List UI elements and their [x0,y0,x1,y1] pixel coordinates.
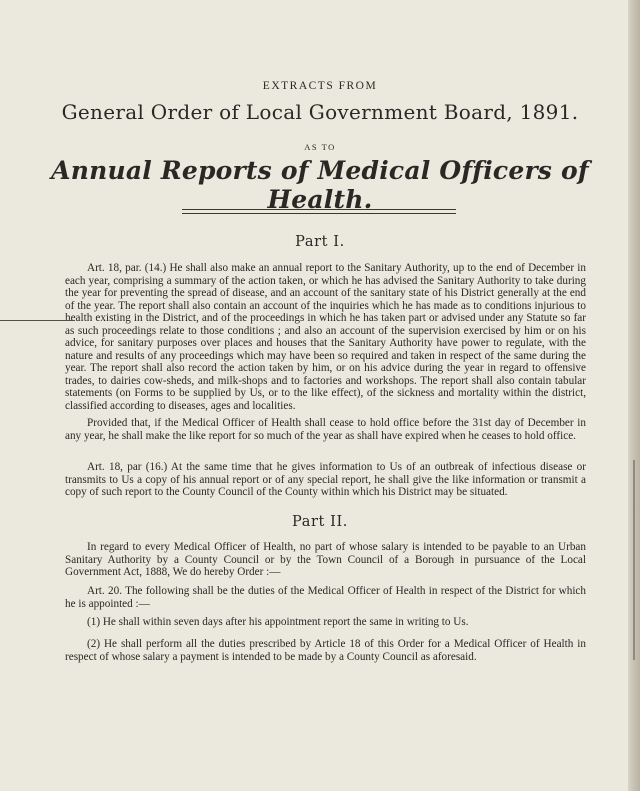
as-to-text: AS TO [304,142,336,152]
part-two-paragraph: (1) He shall within seven days after his appointment report the same in writing to Us. [87,616,469,628]
margin-mark [0,320,75,321]
part-two-paragraph: In regard to every Medical Officer of Health, no part of whose salary is intended to be payable to an Urban Sanitary Authority by a County Council or by the Town Council of a Borough in pursuance of the Local Government Act, 1888, We do hereby Order :— [65,541,586,578]
part-one-paragraph: Art. 18, par. (14.) He shall also make an annual report to the Sanitary Authority, up to the end of December in each year, comprising a summary of the action taken, or which he has advised the Sanitary Authority to take during the year for preventing the spread of disease, and an account of the sanitary state of his District generally at the end of the year. The report shall also contain an account of the inquiries which he has made as to conditions injurious to health existing in the District, and of the proceedings in which he has taken part or advised under any Statute so far as such proceedings relate to those conditions ; and also an account of the supervision exercised by him or on his advice, for sanitary purposes over places and houses that the Sanitary Authority have power to regulate, with the nature and results of any proceedings which may have been so required and taken in respect of the same during the year. The report shall also record the action taken by him, or on his advice during the year in regard to offensive trades, to dairies cow-sheds, and milk-shops and to factories and workshops. The report shall also contain tabular statements (on Forms to be supplied by Us, or to the like effect), of the sickness and mortality within the district, classified according to diseases, ages and localities. [65,262,586,412]
page-edge [628,0,640,791]
subject-title: Annual Reports of Medical Officers of Health. [51,156,589,214]
document-title: General Order of Local Government Board, 1891. [61,100,579,124]
title-rule-upper [182,209,456,210]
part-one-heading: Part I. [295,234,345,250]
kicker-text: EXTRACTS FROM [262,80,378,92]
part-two-paragraph: Art. 20. The following shall be the duties of the Medical Officer of Health in respect of the District for which he is appointed :— [65,585,586,610]
title-rule-lower [182,213,456,214]
part-one-paragraph: Art. 18, par (16.) At the same time that he gives information to Us of an outbreak of infectious disease or transmits to Us a copy of his annual report or of any special report, he shall give the like information or transmit a copy of such report to the County Council of the County within which his District may be situated. [65,461,586,498]
part-two-heading: Part II. [292,514,348,530]
part-two-paragraph: (2) He shall perform all the duties prescribed by Article 18 of this Order for a Medical Officer of Health in respect of whose salary a payment is intended to be made by a County Council as aforesaid. [65,638,586,663]
part-one-paragraph: Provided that, if the Medical Officer of Health shall cease to hold office before the 31st day of December in any year, he shall make the like report for so much of the year as shall have expired when he ceases to hold office. [65,417,586,442]
